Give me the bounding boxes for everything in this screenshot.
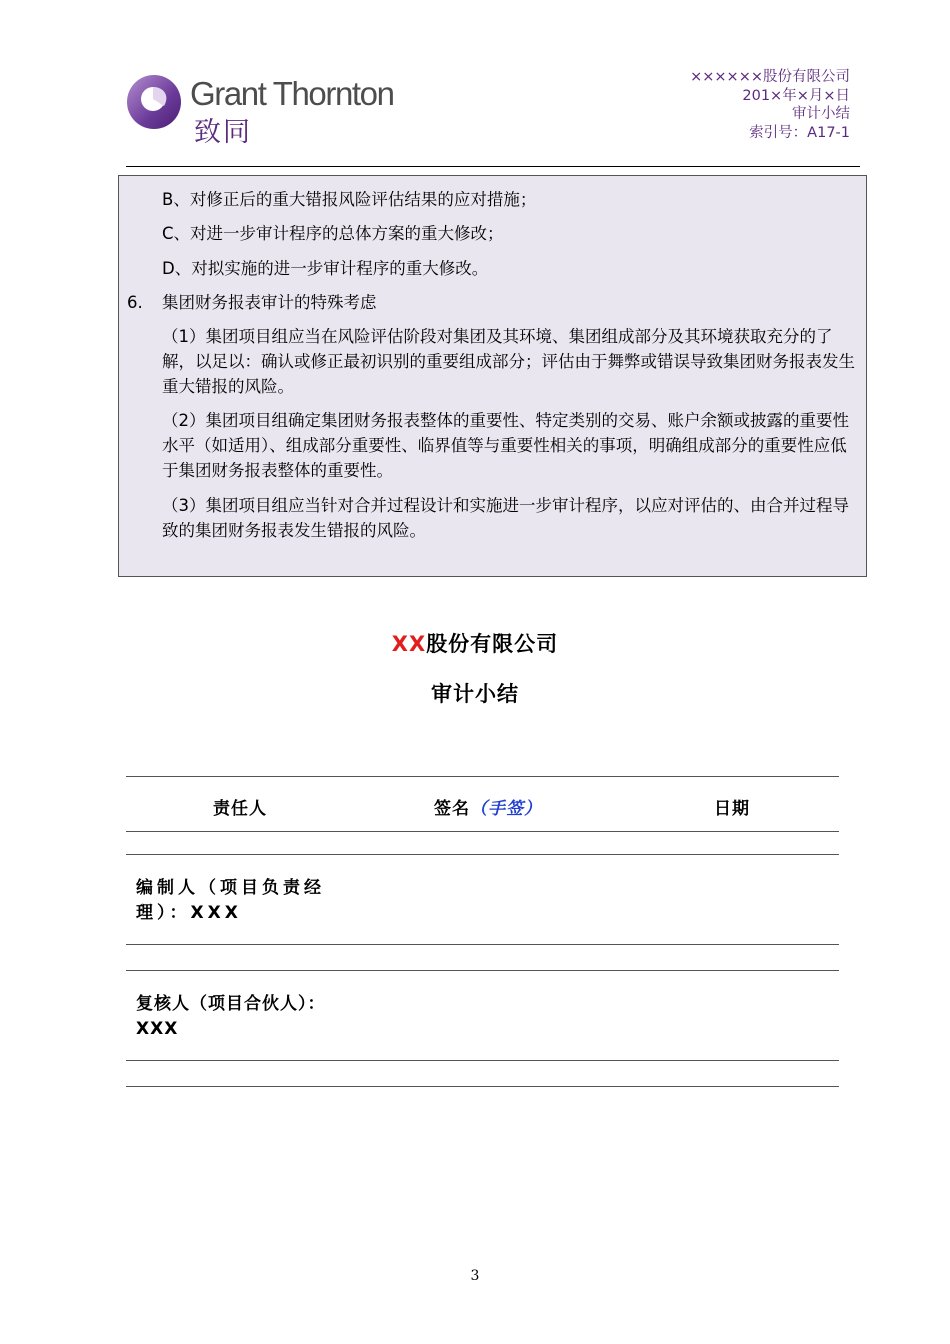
logo-swirl-icon — [126, 68, 184, 140]
box-line-d: D、对拟实施的进一步审计程序的重大修改。 — [162, 259, 489, 278]
grant-thornton-logo — [126, 66, 416, 152]
company-title-placeholder: XX — [391, 632, 427, 656]
box-paragraph-2: （2）集团项目组确定集团财务报表整体的重要性、特定类别的交易、账户余额或披露的重要性水平（如适用）、组成部分重要性、临界值等与重要性相关的事项，明确组成部分的重要性应低于集团财务报表整体的重要性。 — [162, 411, 849, 481]
signature-label: 签名 — [434, 799, 470, 819]
box-paragraph-3: （3）集团项目组应当针对合并过程设计和实施进一步审计程序，以应对评估的、由合并过程导致的集团财务报表发生错报的风险。 — [162, 496, 849, 541]
table-rule — [126, 944, 839, 945]
summary-title: 审计小结 — [431, 682, 519, 706]
header-info — [690, 68, 850, 142]
section-title: 集团财务报表审计的特殊考虑 — [162, 293, 377, 312]
header-divider — [126, 166, 860, 167]
box-line-b: B、对修正后的重大错报风险评估结果的应对措施； — [162, 190, 537, 209]
header-index: 索引号：A17-1 — [749, 124, 850, 141]
header-doc-title: 审计小结 — [792, 106, 850, 122]
table-rule — [126, 970, 839, 971]
page-number: 3 — [470, 1268, 480, 1284]
box-line-c: C、对进一步审计程序的总体方案的重大修改； — [162, 224, 504, 243]
box-paragraph-1: （1）集团项目组应当在风险评估阶段对集团及其环境、集团组成部分及其环境获取充分的了解，以足以：确认或修正最初识别的重要组成部分；评估由于舞弊或错误导致集团财务报表发生重大错报的风险。 — [162, 327, 855, 397]
company-title — [0, 628, 950, 658]
signature-note: （手签） — [470, 799, 542, 819]
table-bottom-rule — [126, 1086, 839, 1087]
preparer-cell: 编制人（项目负责经理）：XXX — [136, 878, 325, 923]
section-number: 6. — [127, 293, 143, 312]
header-date: 201×年×月×日 — [742, 87, 850, 104]
header-company: ××××××股份有限公司 — [690, 69, 850, 85]
logo-chinese-name: 致同 — [194, 117, 252, 148]
table-rule — [126, 854, 839, 855]
column-header-date: 日期 — [714, 799, 750, 819]
logo-name: Grant Thornton — [190, 75, 394, 112]
reviewer-cell: 复核人（项目合伙人）：XXX — [136, 994, 326, 1039]
column-header-person: 责任人 — [213, 799, 267, 819]
table-rule — [126, 831, 839, 832]
table-rule — [126, 1060, 839, 1061]
column-header-signature — [434, 794, 542, 819]
table-top-rule — [126, 776, 839, 777]
company-title-rest: 股份有限公司 — [426, 632, 559, 656]
